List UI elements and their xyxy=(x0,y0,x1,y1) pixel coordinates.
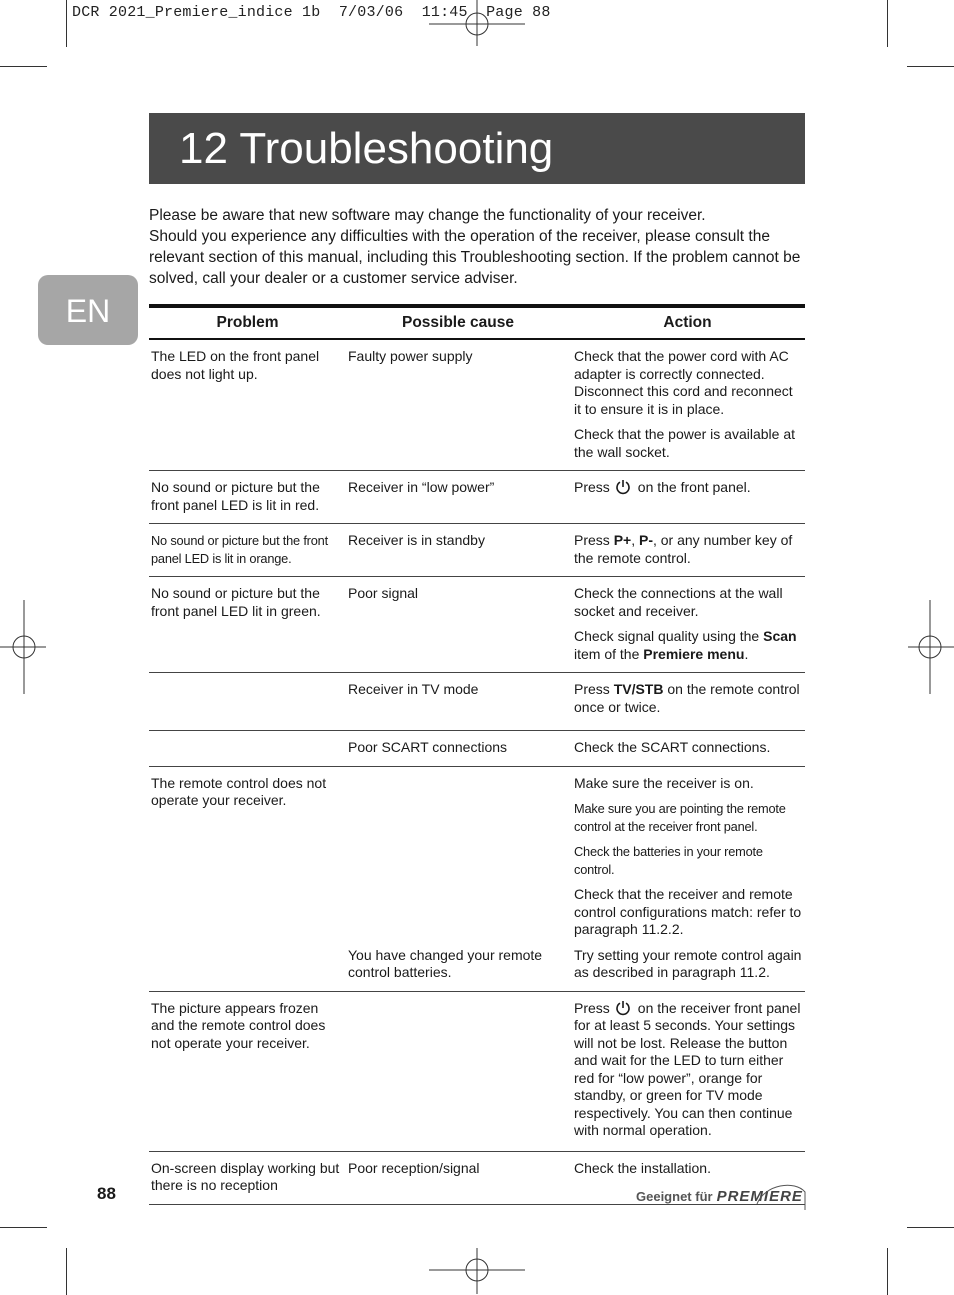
slug-page: Page 88 xyxy=(486,4,551,21)
cause-cell xyxy=(346,766,570,947)
cause-cell: Faulty power supply xyxy=(346,339,570,471)
table-header-row xyxy=(149,306,805,339)
chapter-title: 12 Troubleshooting xyxy=(149,113,805,184)
premiere-logo: PREMIERE xyxy=(716,1188,803,1205)
action-cell xyxy=(570,577,805,673)
action-text: Press xyxy=(574,532,610,548)
table-row xyxy=(149,339,805,471)
registration-mark-bottom xyxy=(429,1248,525,1294)
crop-mark xyxy=(0,1227,47,1228)
action-cell xyxy=(570,766,805,947)
action-text: Make sure the receiver is on. xyxy=(574,774,754,791)
cause-cell: Receiver in TV mode xyxy=(346,673,570,731)
cause-cell: Receiver in “low power” xyxy=(346,471,570,524)
action-text: Make sure you are pointing the remote control at the receiver front panel. xyxy=(574,801,786,834)
action-cell: Check the installation. xyxy=(570,1151,805,1204)
problem-cell xyxy=(149,673,346,731)
crop-mark xyxy=(907,66,954,67)
action-cell: Check the SCART connections. xyxy=(570,731,805,767)
power-icon xyxy=(615,1000,631,1016)
crop-mark xyxy=(887,0,888,47)
key-tv-stb: TV/STB xyxy=(613,681,664,697)
action-text: , or any number key of the remote control. xyxy=(574,532,793,566)
slug-file: DCR 2021_Premiere_indice 1b xyxy=(72,4,321,21)
slug-time: 11:45 xyxy=(421,4,468,21)
action-text: Press xyxy=(574,999,610,1016)
intro-paragraph: Should you experience any difficulties with the operation of the receiver, please consult the relevant section of this manual, including this Troubleshooting section. If the problem cannot be solved, call your dealer or a customer service adviser. xyxy=(149,228,801,287)
problem-cell: No sound or picture but the front panel LED is lit in red. xyxy=(149,471,346,524)
table-row xyxy=(149,524,805,577)
crop-mark xyxy=(66,0,67,47)
action-text-part: item of the xyxy=(574,645,640,662)
action-cell: Try setting your remote control again as described in paragraph 11.2. xyxy=(570,947,805,992)
crop-mark xyxy=(0,66,47,67)
table-row xyxy=(149,991,805,1151)
action-cell xyxy=(570,673,805,731)
brand-text: Geeignet für xyxy=(636,1189,713,1204)
problem-cell: No sound or picture but the front panel LED is lit in orange. xyxy=(149,524,346,577)
problem-cell: The LED on the front panel does not light up. xyxy=(149,339,346,471)
table-row xyxy=(149,471,805,524)
action-text-part: . xyxy=(744,645,749,662)
action-text-part: Check signal quality using the xyxy=(574,628,760,644)
crop-mark xyxy=(907,1227,954,1228)
action-text: Check the batteries in your remote control. xyxy=(574,844,763,877)
registration-mark-top xyxy=(429,0,525,46)
problem-cell xyxy=(149,731,346,767)
action-text: on the remote control once or twice. xyxy=(574,681,800,715)
crop-mark xyxy=(66,1248,67,1295)
cause-cell: Poor reception/signal xyxy=(346,1151,570,1204)
problem-cell: On-screen display working but there is no reception xyxy=(149,1151,346,1204)
registration-mark-right xyxy=(908,600,954,694)
action-cell xyxy=(570,524,805,577)
problem-cell: The remote control does not operate your receiver. xyxy=(149,766,346,991)
key-p-plus: P+ xyxy=(613,532,632,548)
action-text: Press xyxy=(574,479,610,495)
action-text: Check that the power is available at the wall socket. xyxy=(574,426,796,460)
cause-cell: You have changed your remote control batteries. xyxy=(346,947,570,992)
action-separator: , xyxy=(631,532,636,548)
table-row xyxy=(149,731,805,767)
scan-label: Scan xyxy=(763,628,797,644)
intro-text xyxy=(149,205,809,289)
table-row xyxy=(149,766,805,947)
crop-mark xyxy=(887,1248,888,1295)
slug-date: 7/03/06 xyxy=(338,4,404,21)
header-problem: Problem xyxy=(149,306,346,339)
cause-cell: Receiver is in standby xyxy=(346,524,570,577)
logo-arc-icon xyxy=(755,1178,807,1212)
page-number: 88 xyxy=(97,1184,116,1203)
action-cell xyxy=(570,991,805,1151)
problem-cell: No sound or picture but the front panel LED lit in green. xyxy=(149,577,346,673)
language-tab: EN xyxy=(38,275,138,345)
premiere-menu-label: Premiere menu xyxy=(643,645,745,662)
action-text: Check the connections at the wall socket and receiver. xyxy=(574,585,783,619)
problem-cell: The picture appears frozen and the remote control does not operate your receiver. xyxy=(149,991,346,1151)
table-row xyxy=(149,577,805,673)
action-text: Check that the receiver and remote control configurations match: refer to paragraph 11.2.2. xyxy=(574,886,802,937)
registration-mark-left xyxy=(0,600,46,694)
power-icon xyxy=(615,479,631,495)
cause-cell: Poor signal xyxy=(346,577,570,673)
troubleshooting-table xyxy=(149,304,805,1205)
header-possible-cause: Possible cause xyxy=(346,306,570,339)
cause-cell xyxy=(346,991,570,1151)
header-action: Action xyxy=(570,306,805,339)
action-cell xyxy=(570,471,805,524)
key-p-minus: P- xyxy=(638,532,653,548)
cause-cell: Poor SCART connections xyxy=(346,731,570,767)
table-row xyxy=(149,673,805,731)
action-text: on the receiver front panel for at least 5 seconds. Your settings will not be lost. Release the button and wait for the LED to turn either red for “low power”, orange for standby, or green for TV mode respectively. You can then continue with normal operation. xyxy=(574,999,801,1138)
intro-paragraph: Please be aware that new software may change the functionality of your receiver. xyxy=(149,207,706,224)
action-text: Check that the power cord with AC adapter is correctly connected. Disconnect this cord and reconnect it to ensure it is in place. xyxy=(574,348,793,417)
action-text: on the front panel. xyxy=(637,479,751,495)
action-cell xyxy=(570,339,805,471)
action-text: Press xyxy=(574,681,610,697)
action-text xyxy=(574,628,803,663)
